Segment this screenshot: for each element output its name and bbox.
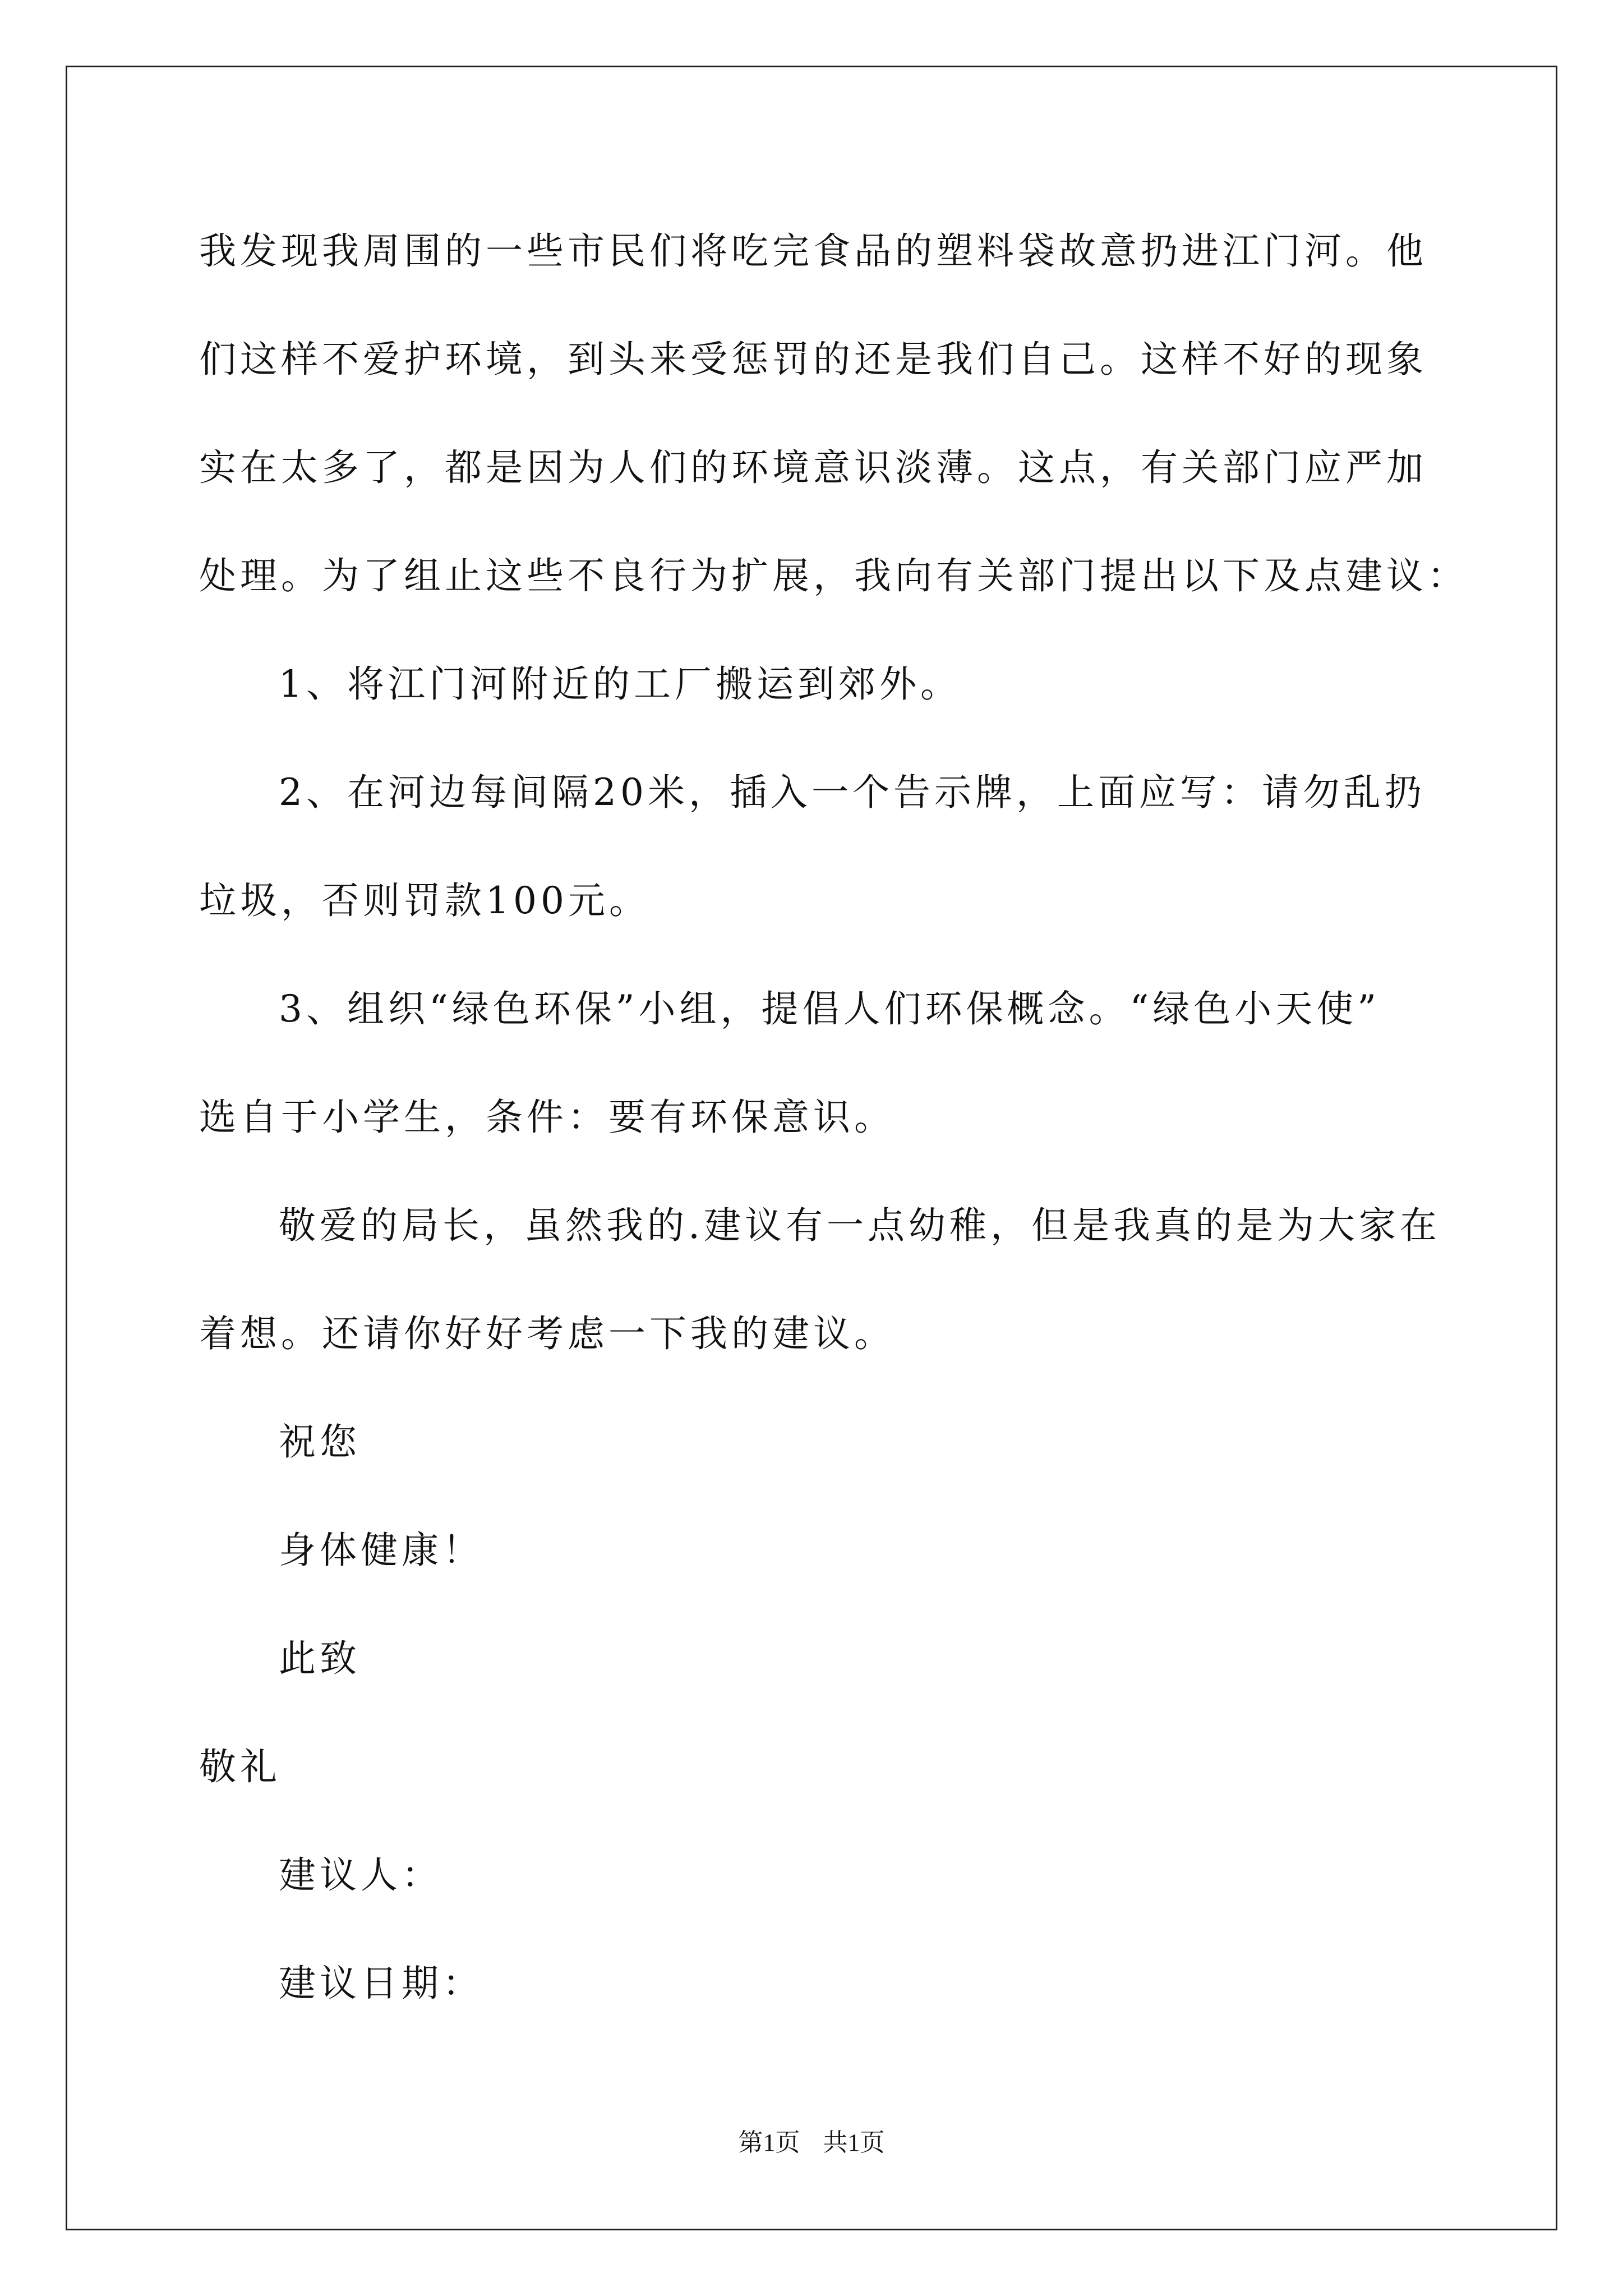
text-line-9: 选自于小学生，条件：要有环保意识。 [199,1096,895,1139]
closing-salute: 敬礼 [199,1745,281,1788]
text-line-4: 处理。为了组止这些不良行为扩展，我向有关部门提出以下及点建议： [199,554,1468,597]
text-line-2: 们这样不爱护环境，到头来受惩罚的还是我们自己。这样不好的现象 [199,338,1427,381]
text-line-11: 着想。还请你好好考虑一下我的建议。 [199,1312,895,1355]
text-line-10: 敬爱的局长，虽然我的.建议有一点幼稚，但是我真的是为大家在 [279,1204,1441,1247]
text-line-3: 实在太多了，都是因为人们的环境意识淡薄。这点，有关部门应严加 [199,446,1427,489]
proposal-date-label: 建议日期： [279,1962,483,2005]
page-border [66,66,1557,2230]
closing-wish: 祝您 [279,1420,361,1464]
text-line-8: 3、组织“绿色环保”小组，提倡人们环保概念。“绿色小天使” [279,987,1380,1030]
text-line-6: 2、在河边每间隔20米，插入一个告示牌，上面应写：请勿乱扔 [279,771,1426,814]
closing-regards: 此致 [279,1637,361,1680]
text-line-5: 1、将江门河附近的工厂搬运到郊外。 [279,662,961,706]
closing-health: 身体健康！ [279,1529,483,1572]
page-footer: 第1页 共1页 [738,2129,885,2156]
proposer-label: 建议人： [279,1853,442,1897]
text-line-7: 垃圾，否则罚款100元。 [199,879,650,922]
text-line-1: 我发现我周围的一些市民们将吃完食品的塑料袋故意扔进江门河。他 [199,229,1427,273]
